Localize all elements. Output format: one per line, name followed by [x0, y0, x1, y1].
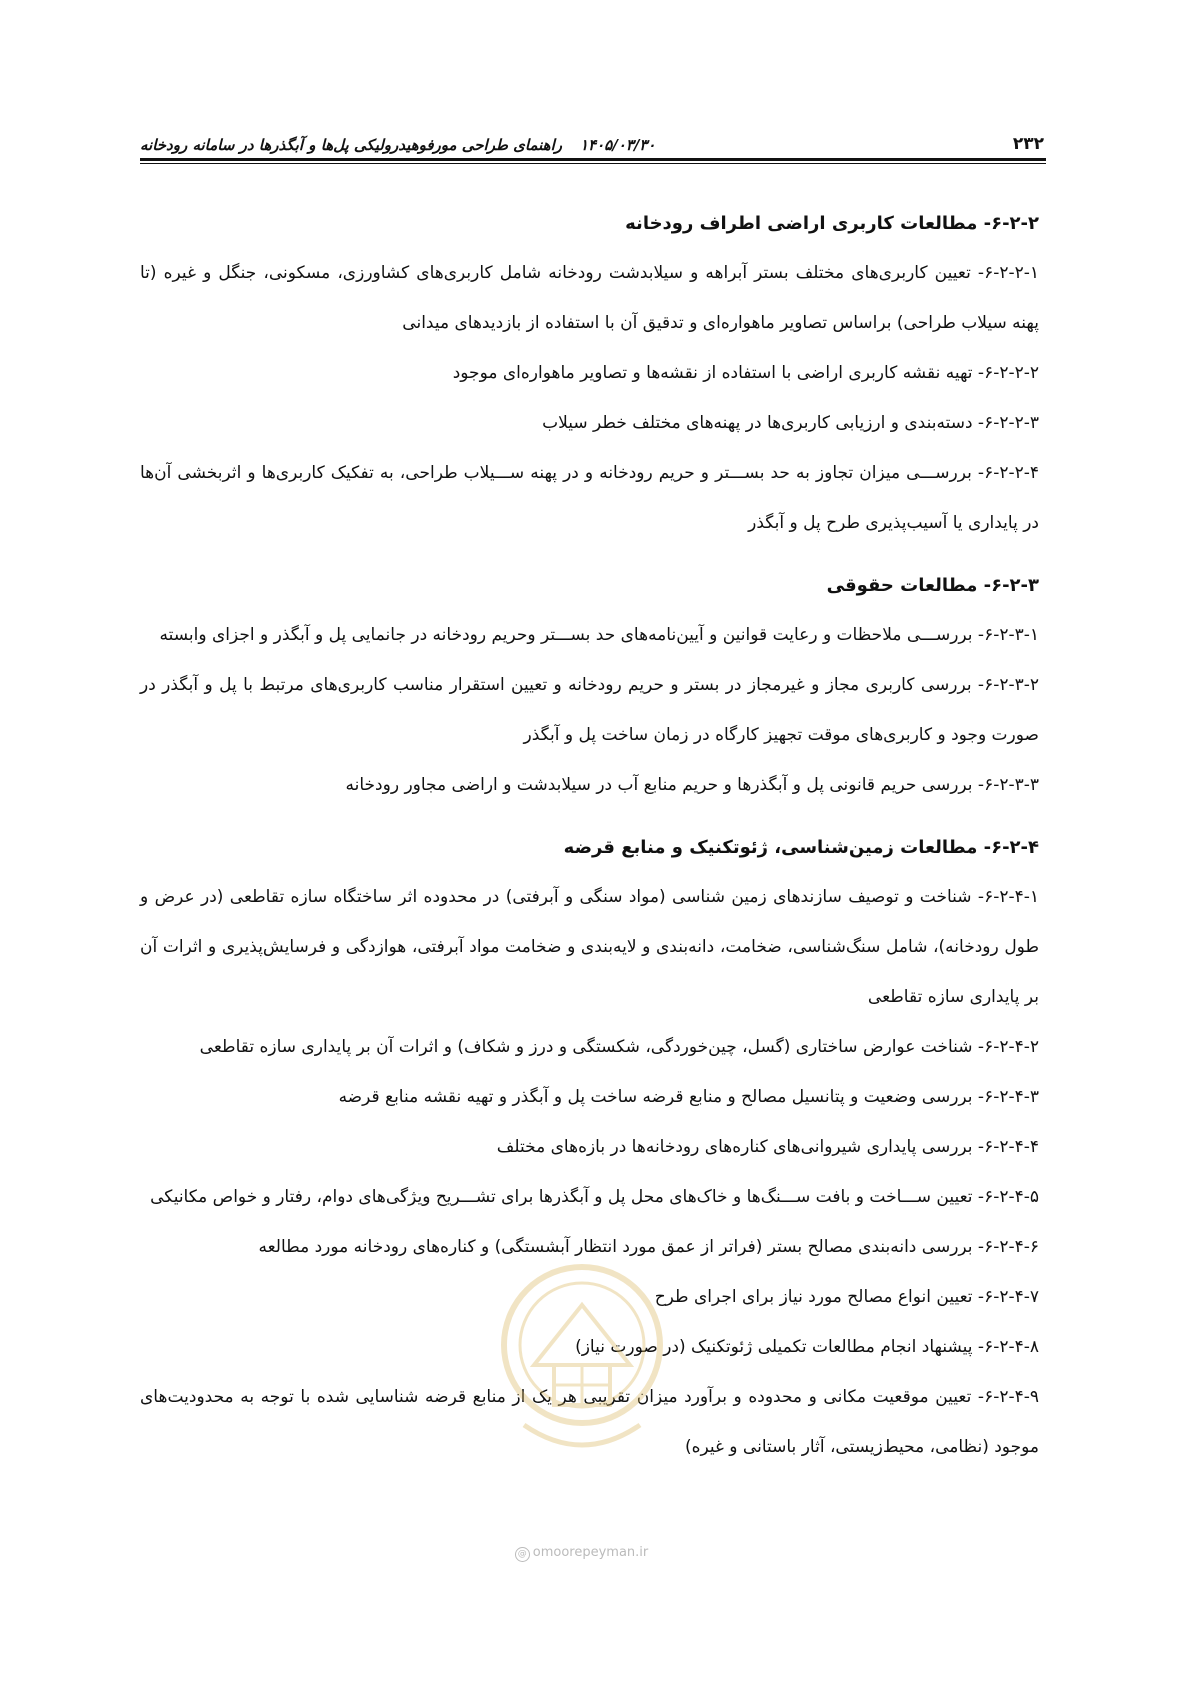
section-heading: ۶-۲-۲- مطالعات کاربری اراضی اطراف رودخانه — [625, 213, 1039, 234]
paragraph: ۶-۲-۲-۳- دسته‌بندی و ارزیابی کاربری‌ها در پهنه‌های مختلف خطر سیلاب — [542, 413, 1039, 433]
section-heading: ۶-۲-۴- مطالعات زمین‌شناسی، ژئوتکنیک و منابع قرضه — [563, 837, 1039, 858]
paragraph: ۶-۲-۲-۴- بررســـی میزان تجاوز به حد بســـتر و حریم رودخانه و در پهنه ســـیلاب طراحی، به تفکیک کاربری‌ها و اثربخشی آن‌ها در پایداری یا آسیب‌پذیری طرح پل و آبگذر — [140, 463, 1039, 533]
paragraph: ۶-۲-۴-۹- تعیین موقعیت مکانی و محدوده و برآورد میزان تقریبی هر یک از منابع قرضه شناسایی شده با توجه به محدودیت‌های موجود (نظامی، محیط‌زیستی، آثار باستانی و غیره) — [140, 1387, 1039, 1457]
paragraph: ۶-۲-۴-۵- تعیین ســـاخت و بافت ســـنگ‌ها و خاک‌های محل پل و آبگذرها برای تشـــریح ویژگی‌های دوام، رفتار و خواص مکانیکی — [150, 1187, 1039, 1207]
running-title: راهنمای طراحی مورفوهیدرولیکی پل‌ها و آبگذرها در سامانه رودخانه — [140, 136, 562, 154]
watermark-text: @ omoorepeyman.ir — [494, 1545, 669, 1562]
page-number: ۲۳۲ — [1012, 134, 1044, 154]
paragraph: ۶-۲-۴-۶- بررسی دانه‌بندی مصالح بستر (فراتر از عمق مورد انتظار آبشستگی) و کناره‌های رودخانه مورد مطالعه — [258, 1237, 1039, 1257]
paragraph: ۶-۲-۴-۱- شناخت و توصیف سازندهای زمین شناسی (مواد سنگی و آبرفتی) در محدوده اثر ساختگاه سازه تقاطعی (در عرض و طول رودخانه)، شامل سنگ‌شناسی، ضخامت، دانه‌بندی و لایه‌بندی و ضخامت مواد آبرفتی، هوازدگی و فرسایش‌پذیری و اثرات آن بر پایداری سازه تقاطعی — [140, 887, 1039, 1007]
page-content — [140, 200, 1039, 1472]
at-icon: @ — [515, 1547, 530, 1562]
paragraph: ۶-۲-۴-۲- شناخت عوارض ساختاری (گسل، چین‌خوردگی، شکستگی و درز و شکاف) و اثرات آن بر پایداری سازه تقاطعی — [199, 1037, 1039, 1057]
header-rule — [140, 158, 1046, 164]
section-heading: ۶-۲-۳- مطالعات حقوقی — [826, 575, 1039, 596]
running-date: ۱۴۰۵/۰۳/۳۰ — [580, 136, 656, 154]
paragraph: ۶-۲-۴-۳- بررسی وضعیت و پتانسیل مصالح و منابع قرضه ساخت پل و آبگذر و تهیه نقشه منابع قرضه — [338, 1087, 1039, 1107]
paragraph: ۶-۲-۳-۲- بررسی کاربری مجاز و غیرمجاز در بستر و حریم رودخانه و تعیین استقرار مناسب کاربری‌های مرتبط با پل و آبگذر در صورت وجود و کاربری‌های موقت تجهیز کارگاه در زمان ساخت پل و آبگذر — [140, 675, 1039, 745]
paragraph: ۶-۲-۴-۴- بررسی پایداری شیروانی‌های کناره‌های رودخانه‌ها در بازه‌های مختلف — [496, 1137, 1039, 1157]
page-header — [140, 118, 1044, 154]
running-header — [140, 136, 655, 154]
paragraph: ۶-۲-۴-۸- پیشنهاد انجام مطالعات تکمیلی ژئوتکنیک (در صورت نیاز) — [575, 1337, 1039, 1357]
paragraph: ۶-۲-۳-۳- بررسی حریم قانونی پل و آبگذرها و حریم منابع آب در سیلابدشت و اراضی مجاور رودخانه — [345, 775, 1039, 795]
paragraph: ۶-۲-۴-۷- تعیین انواع مصالح مورد نیاز برای اجرای طرح — [654, 1287, 1039, 1307]
paragraph: ۶-۲-۳-۱- بررســـی ملاحظات و رعایت قوانین و آیین‌نامه‌های حد بســـتر وحریم رودخانه در جانمایی پل و آبگذر و اجزای وابسته — [159, 625, 1039, 645]
paragraph: ۶-۲-۲-۲- تهیه نقشه کاربری اراضی با استفاده از نقشه‌ها و تصاویر ماهواره‌ای موجود — [452, 363, 1039, 383]
paragraph: ۶-۲-۲-۱- تعیین کاربری‌های مختلف بستر آبراهه و سیلابدشت رودخانه شامل کاربری‌های کشاورزی، مسکونی، جنگل و غیره (تا پهنه سیلاب طراحی) براساس تصاویر ماهواره‌ای و تدقیق آن با استفاده از بازدیدهای میدانی — [140, 263, 1039, 333]
